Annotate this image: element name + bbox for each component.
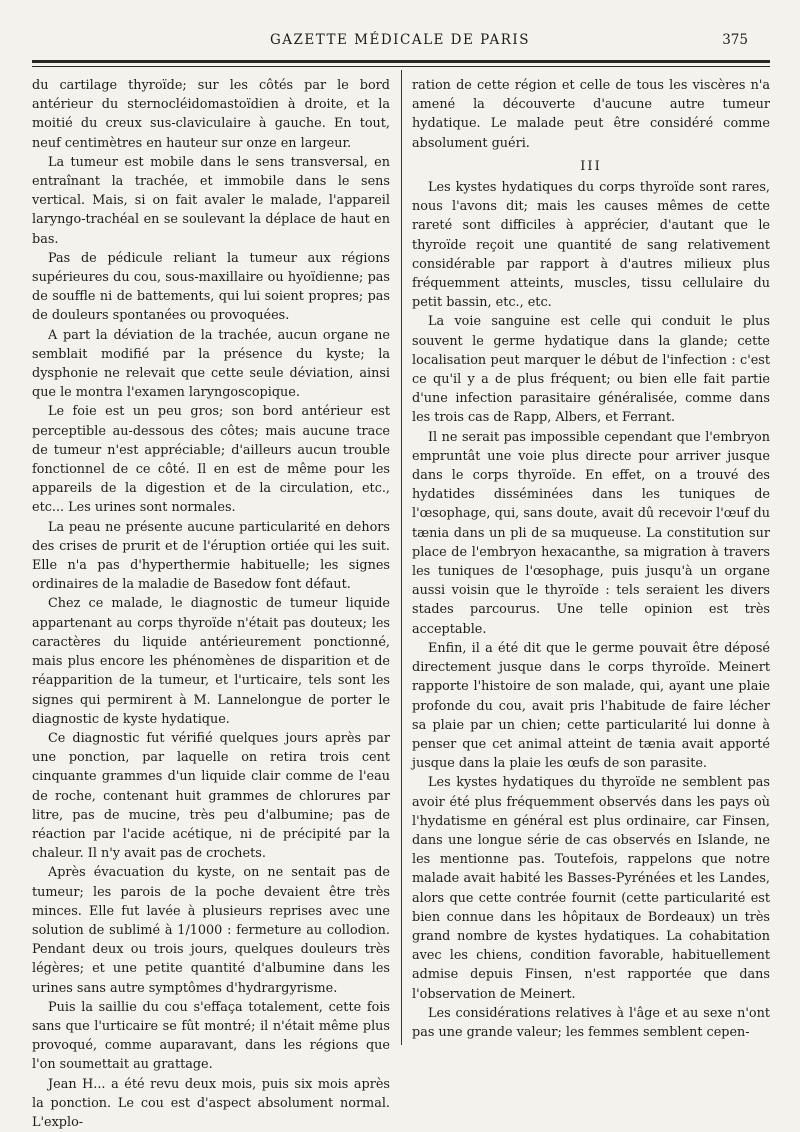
paragraph: Les kystes hydatiques du thyroïde ne semblent pas avoir été plus fréquemment observés dans les pays où l'hydatisme en général est plus ordinaire, car Finsen, dans une longue série de cas observés en Islande, ne les mentionne pas. Toutefois, rappelons que notre malade avait habité les Basses-Pyrénées et les Landes, alors que cette contrée fournit (cette particularité est bien connue dans les hôpitaux de Bordeaux) un très grand nombre de kystes hydatiques. La cohabitation avec les chiens, condition favorable, habituellement admise depuis Finsen, n'est rapportée que dans l'observation de Meinert.: [412, 775, 770, 1002]
paragraph: La tumeur est mobile dans le sens transversal, en entraînant la trachée, et immobile dans le sens vertical. Mais, si on fait avaler le malade, l'appareil laryngo-trachéal en se soulevant la déplace de haut en bas.: [32, 154, 390, 247]
paragraph: ration de cette région et celle de tous les viscères n'a amené la découverte d'aucune autre tumeur hydatique. Le malade peut être considéré comme absolument guéri.: [412, 78, 770, 151]
header-rule-thick: [32, 60, 770, 63]
header-rule-thin: [32, 66, 770, 67]
paragraph: Les kystes hydatiques du corps thyroïde sont rares, nous l'avons dit; mais les causes mêmes de cette rareté sont difficiles à apprécier, d'autant que le thyroïde reçoit une quantité de sang relativement considérable par rapport à d'autres milieux plus fréquemment atteints, muscles, tissu cellulaire du petit bassin, etc., etc.: [412, 180, 770, 311]
paragraph: Jean H... a été revu deux mois, puis six mois après la ponction. Le cou est d'aspect absolument normal. L'explo-: [32, 1076, 390, 1130]
paragraph: Pas de pédicule reliant la tumeur aux régions supérieures du cou, sous-maxillaire ou hyoïdienne; pas de souffle ni de battements, qui lui soient propres; pas de douleurs spontanées ou provoquées.: [32, 250, 390, 324]
paragraph: Chez ce malade, le diagnostic de tumeur liquide appartenant au corps thyroïde n'était pas douteux; les caractères du liquide antérieurement ponctionné, mais plus encore les phénomènes de disparition et de réapparition de la tumeur, et l'urticaire, tels sont les signes qui permirent à M. Lannelongue de porter le diagnostic de kyste hydatique.: [32, 596, 390, 727]
paragraph: Après évacuation du kyste, on ne sentait pas de tumeur; les parois de la poche devaient être très minces. Elle fut lavée à plusieurs reprises avec une solution de sublimé à 1/1000 : fermeture au collodion. Pendant deux ou trois jours, quelques douleurs très légères; et une petite quantité d'albumine dans les urines sans autre symptômes d'hydrargyrisme.: [32, 865, 390, 996]
page-number: 375: [722, 32, 748, 48]
left-column: [32, 76, 390, 1132]
right-column: [412, 76, 770, 1042]
column-divider: [401, 70, 402, 1045]
paragraph: Le foie est un peu gros; son bord antérieur est perceptible au-dessous des côtes; mais aucune trace de tumeur n'est appréciable; d'ailleurs aucun trouble fonctionnel de ce côté. Il en est de même pour les appareils de la digestion et de la circulation, etc., etc... Les urines sont normales.: [32, 404, 390, 516]
paragraph: Enfin, il a été dit que le germe pouvait être déposé directement jusque dans le corps thyroïde. Meinert rapporte l'histoire de son malade, qui, ayant une plaie profonde du cou, avait pris l'habitude de faire lécher sa plaie par un chien; cette particularité lui donne à penser que cet animal atteint de tænia avait apporté jusque dans la plaie les œufs de son parasite.: [412, 640, 770, 772]
paragraph: Puis la saillie du cou s'effaça totalement, cette fois sans que l'urticaire se fût montré; il n'était même plus provoqué, comme auparavant, dans les régions que l'on soumettait au grattage.: [32, 999, 390, 1073]
paragraph: Il ne serait pas impossible cependant que l'embryon empruntât une voie plus directe pour arriver jusque dans le corps thyroïde. En effet, on a trouvé des hydatides disséminées dans les tuniques de l'œsophage, qui, sans doute, avait dû recevoir l'œuf du tænia dans un pli de sa muqueuse. La constitution sur place de l'embryon hexacanthe, sa migration à travers les tuniques de l'œsophage, puis jusqu'à un organe aussi voisin que le thyroïde : tels seraient les divers stades parcourus. Une telle opinion est très acceptable.: [412, 429, 770, 637]
paragraph: A part la déviation de la trachée, aucun organe ne semblait modifié par la présence du kyste; la dysphonie ne relevait que cette seule déviation, ainsi que le montra l'examen laryngoscopique.: [32, 327, 390, 401]
paragraph: Les considérations relatives à l'âge et au sexe n'ont pas une grande valeur; les femmes semblent cepen-: [412, 1005, 770, 1040]
paragraph: La peau ne présente aucune particularité en dehors des crises de prurit et de l'éruption ortiée qui les suit. Elle n'a pas d'hyperthermie habituelle; les signes ordinaires de la maladie de Basedow font défaut.: [32, 519, 390, 593]
paragraph: du cartilage thyroïde; sur les côtés par le bord antérieur du sternocléidomastoïdien à droite, et la moitié du creux sus-claviculaire à gauche. En tout, neuf centimètres en hauteur sur onze en largeur.: [32, 78, 390, 151]
running-head: [30, 28, 770, 54]
journal-title: GAZETTE MÉDICALE DE PARIS: [269, 32, 530, 48]
paragraph: La voie sanguine est celle qui conduit le plus souvent le germe hydatique dans la glande; cette localisation peut marquer le début de l'infection : c'est ce qu'il y a de plus fréquent; ou bien elle fait partie d'une infection parasitaire généralisée, comme dans les trois cas de Rapp, Albers, et Ferrant.: [412, 314, 770, 426]
paragraph: Ce diagnostic fut vérifié quelques jours après par une ponction, par laquelle on retira trois cent cinquante grammes d'un liquide clair comme de l'eau de roche, contenant huit grammes de chlorures par litre, pas de mucine, très peu d'albumine; pas de réaction par l'acide acétique, ni de précipité par la chaleur. Il n'y avait pas de crochets.: [32, 730, 390, 862]
section-heading: III: [580, 158, 602, 174]
